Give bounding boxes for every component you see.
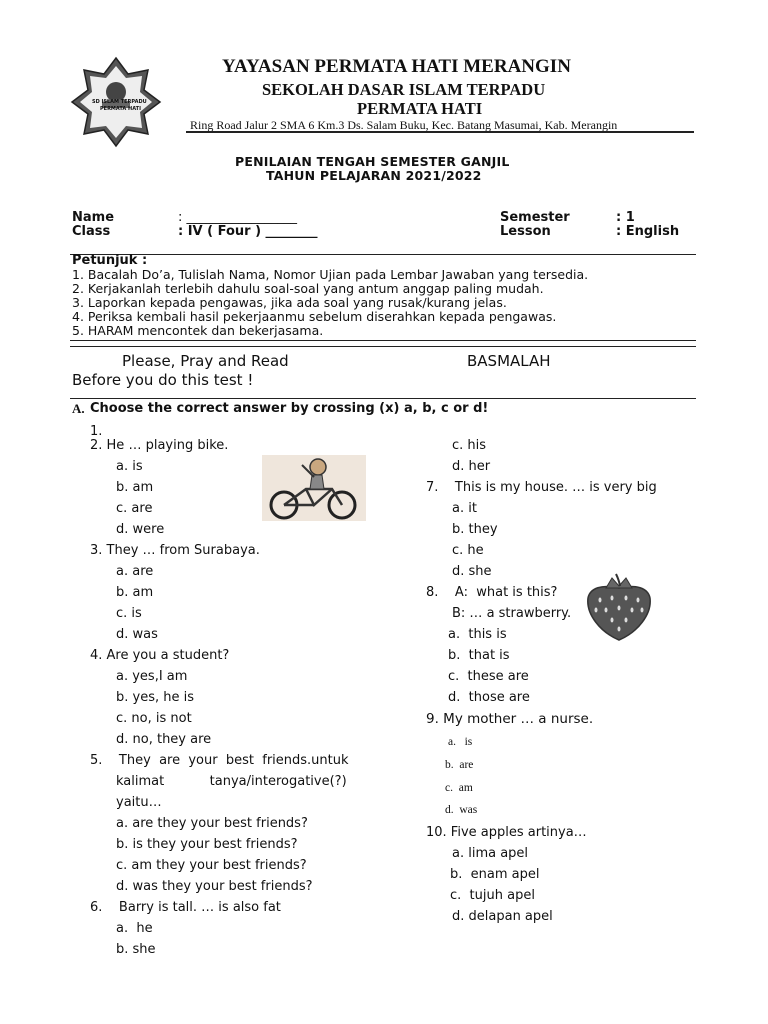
answer-option[interactable]: a. he	[116, 921, 153, 936]
answer-option[interactable]: d. delapan apel	[452, 909, 553, 924]
answer-option[interactable]: a. lima apel	[452, 846, 529, 861]
identity-divider	[70, 254, 696, 255]
answer-option[interactable]: a. is	[116, 459, 143, 474]
instruction-item: 3. Laporkan kepada pengawas, jika ada soal yang rusak/kurang jelas.	[72, 295, 507, 310]
lesson-value: : English	[616, 224, 680, 239]
answer-option[interactable]: d. no, they are	[116, 732, 212, 747]
answer-option[interactable]: d. was	[445, 804, 478, 816]
instruction-item: 5. HARAM mencontek dan bekerjasama.	[72, 323, 324, 338]
question-text: 6. Barry is tall. … is also fat	[90, 900, 281, 915]
section-letter: A.	[72, 401, 85, 416]
answer-option[interactable]: b. enam apel	[450, 867, 540, 882]
question-text: B: … a strawberry.	[452, 606, 572, 621]
logo-text-2: PERMATA HATI	[100, 106, 141, 112]
school-logo	[70, 56, 162, 148]
prayer-divider	[70, 398, 696, 399]
instructions-divider-1	[70, 340, 696, 341]
school-name-2: PERMATA HATI	[357, 99, 483, 118]
exam-title: PENILAIAN TENGAH SEMESTER GANJIL	[235, 154, 510, 169]
section-instruction: Choose the correct answer by crossing (x) a, b, c or d!	[90, 401, 489, 416]
question-text: 10. Five apples artinya…	[426, 825, 587, 840]
answer-option[interactable]: c. his	[452, 438, 487, 453]
class-label: Class	[72, 224, 111, 239]
answer-option[interactable]: a. this is	[448, 627, 507, 642]
answer-option[interactable]: b. am	[116, 480, 154, 495]
answer-option[interactable]: d. were	[116, 522, 165, 537]
answer-option[interactable]: b. yes, he is	[116, 690, 194, 705]
question-text: 2. He … playing bike.	[90, 438, 229, 453]
question-text: 4. Are you a student?	[90, 648, 230, 663]
instruction-item: 2. Kerjakanlah terlebih dahulu soal-soal yang antum anggap paling mudah.	[72, 281, 544, 296]
answer-option[interactable]: c. are	[116, 501, 153, 516]
instruction-item: 1. Bacalah Do’a, Tulislah Nama, Nomor Ujian pada Lembar Jawaban yang tersedia.	[72, 267, 589, 282]
header-divider	[186, 131, 694, 133]
question-text: kalimat tanya/interogative(?)	[116, 774, 347, 789]
answer-option[interactable]: c. am they your best friends?	[116, 858, 307, 873]
answer-option[interactable]: c. am	[445, 782, 473, 794]
answer-option[interactable]: b. that is	[448, 648, 510, 663]
answer-option[interactable]: a. it	[452, 501, 477, 516]
answer-option[interactable]: a. are they your best friends?	[116, 816, 308, 831]
answer-option[interactable]: b. are	[445, 759, 474, 771]
answer-option[interactable]: c. is	[116, 606, 142, 621]
lesson-label: Lesson	[500, 224, 551, 239]
bicycle-icon	[262, 455, 366, 521]
answer-option[interactable]: b. is they your best friends?	[116, 837, 298, 852]
question-text: 5. They are your best friends.untuk	[90, 753, 349, 768]
name-label: Name	[72, 210, 115, 225]
answer-option[interactable]: b. she	[116, 942, 156, 957]
semester-value: : 1	[616, 210, 635, 225]
answer-option[interactable]: b. am	[116, 585, 154, 600]
semester-label: Semester	[500, 210, 570, 225]
answer-option[interactable]: d. was they your best friends?	[116, 879, 313, 894]
strawberry-icon	[582, 572, 656, 642]
answer-option[interactable]: a. is	[448, 736, 473, 748]
question-text: yaitu…	[116, 795, 162, 810]
answer-option[interactable]: d. she	[452, 564, 492, 579]
name-field[interactable]: : _________________	[178, 210, 298, 225]
strawberry-image	[582, 572, 656, 642]
question-text: 3. They … from Surabaya.	[90, 543, 260, 558]
question-text: 9. My mother … a nurse.	[426, 711, 594, 727]
class-field[interactable]: : IV ( Four ) ________	[178, 224, 318, 239]
answer-option[interactable]: c. these are	[448, 669, 529, 684]
answer-option[interactable]: d. was	[116, 627, 158, 642]
instructions-heading: Petunjuk :	[72, 253, 148, 268]
prayer-line-2: Before you do this test !	[72, 371, 254, 389]
answer-option[interactable]: c. tujuh apel	[450, 888, 535, 903]
school-name: SEKOLAH DASAR ISLAM TERPADU	[262, 80, 546, 99]
basmalah: BASMALAH	[467, 352, 551, 370]
logo-text-1: SD ISLAM TERPADU	[92, 99, 147, 105]
answer-option[interactable]: b. they	[452, 522, 498, 537]
foundation-name: YAYASAN PERMATA HATI MERANGIN	[222, 56, 571, 77]
exam-year: TAHUN PELAJARAN 2021/2022	[266, 168, 482, 183]
instructions-divider-2	[70, 346, 696, 347]
school-address: Ring Road Jalur 2 SMA 6 Km.3 Ds. Salam Buku, Kec. Batang Masumai, Kab. Merangin	[190, 118, 618, 132]
answer-option[interactable]: d. those are	[448, 690, 530, 705]
prayer-line-1: Please, Pray and Read	[122, 352, 289, 370]
answer-option[interactable]: d. her	[452, 459, 491, 474]
boy-riding-bike-image	[262, 455, 366, 521]
question-number: 1.	[90, 424, 103, 439]
answer-option[interactable]: c. no, is not	[116, 711, 192, 726]
answer-option[interactable]: a. yes,I am	[116, 669, 188, 684]
question-text: 8. A: what is this?	[426, 585, 558, 600]
answer-option[interactable]: c. he	[452, 543, 484, 558]
answer-option[interactable]: a. are	[116, 564, 154, 579]
instruction-item: 4. Periksa kembali hasil pekerjaanmu sebelum diserahkan kepada pengawas.	[72, 309, 557, 324]
question-text: 7. This is my house. … is very big	[426, 480, 657, 495]
